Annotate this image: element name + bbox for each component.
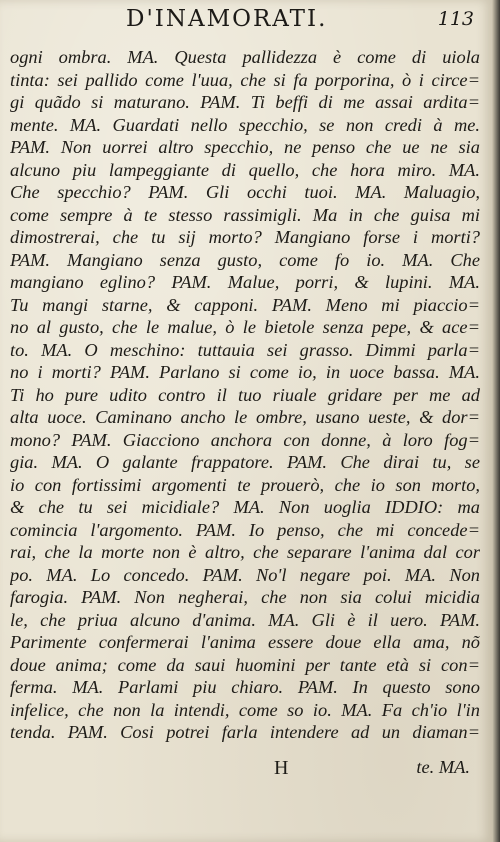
- text-line: no i morti? PAM. Parlano si come io, in uoce bassa. MA.: [10, 362, 480, 382]
- page-edge-shadow: [492, 0, 500, 842]
- text-line: mangiano eglino? PAM. Malue, porri, & lupini. MA.: [10, 272, 480, 292]
- text-line: mente. MA. Guardati nello specchio, se non credi à me.: [10, 114, 480, 135]
- text-line: le, che priua alcuno d'anima. MA. Gli è il uero. PAM.: [10, 609, 480, 630]
- text-line: no al gusto, che le malue, ò le bietole senza pepe, & ace=: [10, 317, 480, 337]
- text-line: alta uoce. Caminano ancho le ombre, usano ueste, & dor=: [10, 407, 480, 427]
- text-line: Ti ho pure udito contro il tuo riuale gridare per me ad: [10, 384, 480, 405]
- text-line: dimostrerai, che tu sij morto? Mangiano forse i morti?: [10, 227, 480, 247]
- running-head-title: D'INAMORATI.: [126, 6, 328, 32]
- text-line: io con fortissimi argomenti te prouerò, che io son morto,: [10, 474, 480, 495]
- text-line: & che tu sei micidiale? MA. Non uoglia IDDIO: ma: [10, 497, 480, 517]
- text-line: tenda. PAM. Cosi potrei farla intendere ad un diaman=: [10, 722, 480, 742]
- text-line: farogia. PAM. Non negherai, che non sia colui micidia: [10, 587, 480, 607]
- text-line: Tu mangi starne, & capponi. PAM. Meno mi piaccio=: [10, 294, 480, 315]
- catchword: te. MA.: [416, 757, 470, 777]
- text-line: infelice, che non la intendi, come so io. MA. Fa ch'io l'in: [10, 699, 480, 720]
- text-line: po. MA. Lo concedo. PAM. No'l negare poi. MA. Non: [10, 564, 480, 585]
- text-line: gi quãdo si maturano. PAM. Ti beffi di me assai ardita=: [10, 92, 480, 112]
- text-line: tinta: sei pallido come l'uua, che si fa porporina, ò i circe=: [10, 69, 480, 90]
- text-line: comincia l'argomento. PAM. Io penso, che mi concede=: [10, 519, 480, 540]
- text-line: Parimente confermerai l'anima essere doue ella ama, nõ: [10, 632, 480, 652]
- signature-mark: H: [274, 757, 289, 779]
- text-line: alcuno piu lampeggiante di quello, che hora miro. MA.: [10, 159, 480, 180]
- text-line: gia. MA. O galante frappatore. PAM. Che dirai tu, se: [10, 452, 480, 472]
- running-head: [12, 4, 482, 44]
- text-line: to. MA. O meschino: tuttauia sei grasso. Dimmi parla=: [10, 339, 480, 360]
- text-line: come sempre à te stesso rassimigli. Ma in che guisa mi: [10, 204, 480, 225]
- text-line: PAM. Non uorrei altro specchio, ne penso che ue ne sia: [10, 137, 480, 157]
- page-footer: [10, 757, 480, 783]
- text-line: doue anima; come da saui huomini per tante età si con=: [10, 654, 480, 675]
- text-line: PAM. Mangiano senza gusto, come fo io. MA. Che: [10, 249, 480, 270]
- main-text-block: [10, 46, 480, 744]
- page-number: 113: [437, 8, 474, 30]
- text-line: mono? PAM. Giacciono anchora con donne, à loro fog=: [10, 429, 480, 450]
- text-line: rai, che la morte non è altro, che separare l'anima dal cor: [10, 542, 480, 562]
- text-line: ogni ombra. MA. Questa pallidezza è come di uiola: [10, 47, 480, 67]
- text-line: Che specchio? PAM. Gli occhi tuoi. MA. Maluagio,: [10, 182, 480, 202]
- text-line: ferma. MA. Parlami piu chiaro. PAM. In questo sono: [10, 677, 480, 697]
